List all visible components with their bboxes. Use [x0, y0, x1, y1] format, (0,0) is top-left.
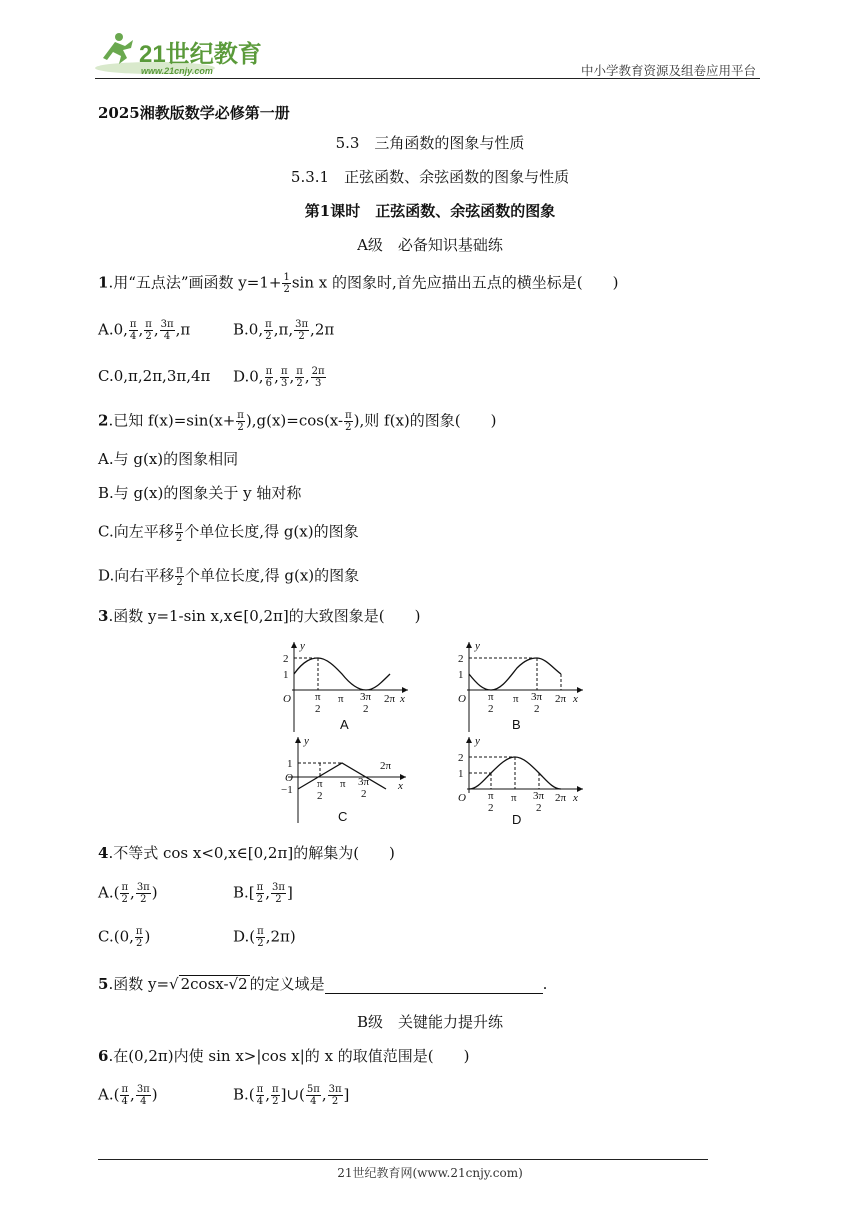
svg-text:π: π — [511, 792, 517, 804]
site-logo — [95, 28, 265, 80]
svg-text:21世纪教育: 21世纪教育 — [139, 41, 262, 68]
question-6: 6.在(0,2π)内使 sin x>|cos x|的 x 的取值范围是( ) — [98, 1047, 470, 1065]
logo-icon — [95, 28, 265, 80]
section-title: 5.3 三角函数的图象与性质 — [335, 134, 525, 152]
svg-text:2: 2 — [361, 788, 367, 800]
svg-text:x: x — [573, 693, 578, 705]
question-3: 3.函数 y=1-sin x,x∈[0,2π]的大致图象是( ) — [98, 607, 421, 625]
q2-option-c: C.向左平移 $\frac{\pi}{2}$ 个单位长度,得 g(x)的图象 — [98, 521, 359, 544]
q2-option-b: B.与 g(x)的图象关于 y 轴对称 — [98, 484, 302, 502]
svg-text:O: O — [458, 792, 466, 804]
q4-option-b: B.[ $\frac{\pi}{2}$ , $\frac{3\pi}{2}$ ] — [233, 882, 293, 905]
graph-a — [280, 640, 410, 739]
svg-text:O: O — [458, 693, 466, 705]
svg-text:1: 1 — [287, 758, 293, 770]
q6-option-b: B.( $\frac{\pi}{4}$ , $\frac{\pi}{2}$ ]∪( $\frac{5\pi}{4}$ , $\frac{3\pi}{2}$ ] — [233, 1084, 350, 1107]
svg-text:2: 2 — [534, 703, 540, 715]
svg-text:2: 2 — [458, 752, 464, 764]
q1-option-a: A.0, $\frac{\pi}{4}$ , $\frac{\pi}{2}$ , $\frac{3\pi}{4}$ ,π — [98, 319, 191, 342]
svg-text:2: 2 — [363, 703, 369, 715]
svg-text:3π: 3π — [360, 691, 372, 703]
svg-text:3π: 3π — [358, 776, 370, 788]
svg-text:3π: 3π — [531, 691, 543, 703]
q4-option-d: D.( $\frac{\pi}{2}$ ,2π) — [233, 926, 296, 949]
header-rule — [95, 78, 760, 79]
svg-text:C: C — [338, 809, 348, 824]
svg-text:π: π — [315, 691, 321, 703]
svg-text:2π: 2π — [384, 693, 396, 705]
svg-text:1: 1 — [458, 768, 464, 780]
svg-text:π: π — [340, 778, 346, 790]
svg-text:2: 2 — [488, 703, 494, 715]
q6-option-a: A.( $\frac{\pi}{4}$ , $\frac{3\pi}{4}$ ) — [98, 1084, 158, 1107]
svg-text:x: x — [398, 780, 403, 792]
svg-text:www.21cnjy.com: www.21cnjy.com — [141, 66, 213, 76]
svg-text:2π: 2π — [555, 792, 567, 804]
q1-option-c: C.0,π,2π,3π,4π — [98, 367, 211, 385]
svg-text:π: π — [488, 691, 494, 703]
svg-text:x: x — [573, 792, 578, 804]
svg-text:2: 2 — [283, 653, 289, 665]
svg-text:1: 1 — [283, 669, 289, 681]
svg-text:2: 2 — [458, 653, 464, 665]
svg-text:y: y — [304, 735, 309, 747]
subsection-title: 5.3.1 正弦函数、余弦函数的图象与性质 — [290, 168, 570, 186]
graph-b — [455, 640, 585, 739]
question-2: 2.已知 f(x)=sin(x+ $\frac{\pi}{2}$ ),g(x)=cos(x- $\frac{\pi}{2}$ ),则 f(x)的图象( ) — [98, 410, 497, 433]
svg-text:2: 2 — [536, 802, 542, 814]
svg-text:y: y — [300, 640, 305, 652]
question-1: 1.用“五点法”画函数 y=1+ $\frac{1}{2}$ sin x 的图象时,首先应描出五点的横坐标是( ) — [98, 272, 619, 295]
svg-text:π: π — [338, 693, 344, 705]
page-header — [95, 28, 760, 80]
question-5: 5.函数 y=√ 2cosx-√2 的定义域是 . — [98, 975, 548, 993]
svg-text:x: x — [400, 693, 405, 705]
header-tagline: 中小学教育资源及组卷应用平台 — [580, 63, 756, 78]
answer-blank — [325, 977, 543, 994]
svg-text:2: 2 — [317, 790, 323, 802]
svg-text:A: A — [340, 717, 349, 732]
page-footer: 21世纪教育网(www.21cnjy.com) — [337, 1166, 523, 1180]
svg-text:π: π — [317, 778, 323, 790]
svg-text:2π: 2π — [555, 693, 567, 705]
svg-text:−1: −1 — [281, 784, 293, 796]
svg-text:O: O — [285, 772, 293, 784]
svg-text:3π: 3π — [533, 790, 545, 802]
q1-option-b: B.0, $\frac{\pi}{2}$ ,π, $\frac{3\pi}{2}$ ,2π — [233, 319, 335, 342]
level-a-heading: A级 必备知识基础练 — [357, 236, 503, 254]
q1-option-d: D.0, $\frac{\pi}{6}$ , $\frac{\pi}{3}$ , $\frac{\pi}{2}$ , $\frac{2\pi}{3}$ — [233, 366, 325, 389]
q4-option-c: C.(0, $\frac{\pi}{2}$ ) — [98, 926, 151, 949]
level-b-heading: B级 关键能力提升练 — [356, 1013, 504, 1031]
svg-text:1: 1 — [458, 669, 464, 681]
svg-text:B: B — [512, 717, 521, 732]
footer-rule — [98, 1159, 708, 1160]
graph-c — [280, 735, 410, 834]
svg-text:O: O — [283, 693, 291, 705]
svg-text:2π: 2π — [380, 760, 392, 772]
svg-text:y: y — [475, 640, 480, 652]
svg-text:2: 2 — [315, 703, 321, 715]
q2-option-d: D.向右平移 $\frac{\pi}{2}$ 个单位长度,得 g(x)的图象 — [98, 565, 360, 588]
graph-d — [455, 735, 585, 834]
doc-title: 2025湘教版数学必修第一册 — [98, 104, 290, 122]
svg-text:y: y — [475, 735, 480, 747]
svg-text:D: D — [512, 812, 522, 827]
svg-text:2: 2 — [488, 802, 494, 814]
q2-option-a: A.与 g(x)的图象相同 — [98, 450, 239, 468]
svg-text:π: π — [488, 790, 494, 802]
question-4: 4.不等式 cos x<0,x∈[0,2π]的解集为( ) — [98, 844, 395, 862]
q4-option-a: A.( $\frac{\pi}{2}$ , $\frac{3\pi}{2}$ ) — [98, 882, 158, 905]
svg-text:π: π — [513, 693, 519, 705]
lesson-title: 第1课时 正弦函数、余弦函数的图象 — [304, 202, 556, 220]
